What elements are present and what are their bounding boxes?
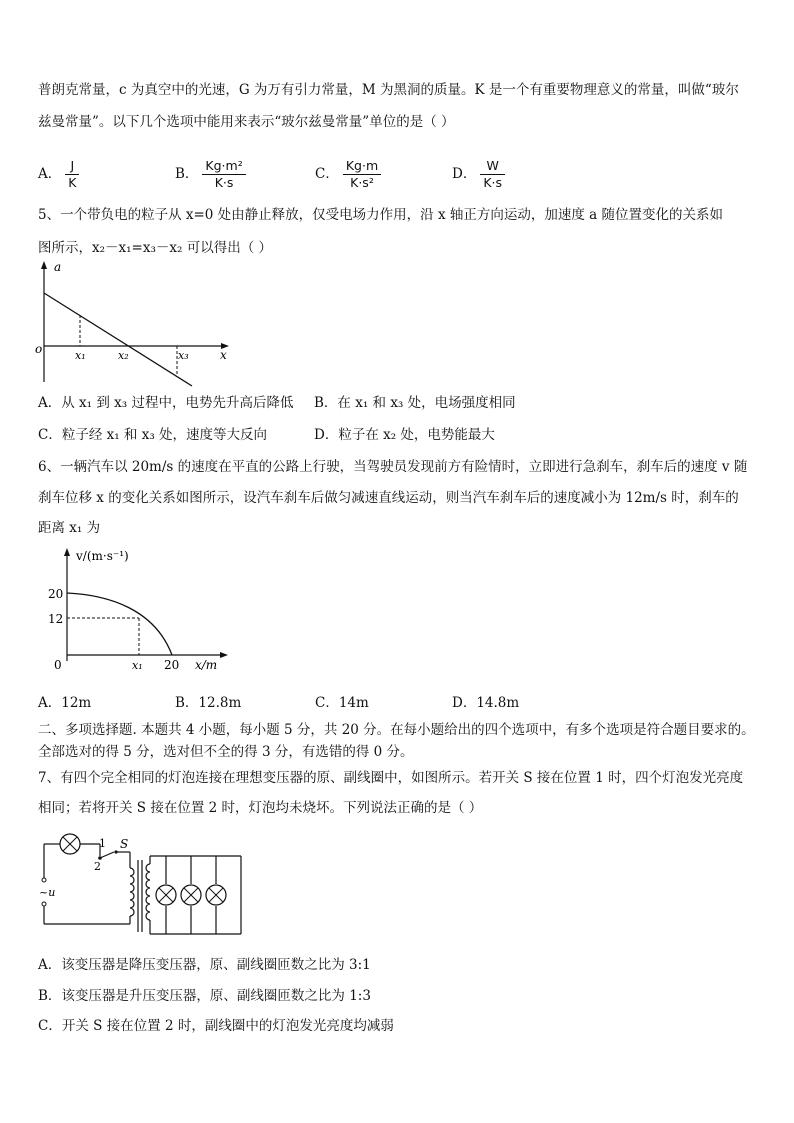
q5-text-line2: 图所示，x₂－x₁=x₃－x₂ 可以得出（ ） xyxy=(38,240,272,256)
q7-text-line2: 相同；若将开关 S 接在位置 2 时，灯泡均未烧坏。下列说法正确的是（ ） xyxy=(38,800,483,816)
q4-option-d[interactable]: D． $\frac{W}{K\cdot s}$ xyxy=(452,158,509,191)
q5-option-a[interactable]: A．从 x₁ 到 x₃ 过程中，电势先升高后降低 xyxy=(38,395,294,411)
q4-option-b[interactable]: B． $\frac{\text{Kg·m²}}{K\cdot s}$ xyxy=(175,158,250,191)
source-label: ~u xyxy=(39,886,56,899)
switch-pos1-label: 1 xyxy=(99,837,106,850)
q6-option-d[interactable]: D．14.8m xyxy=(452,695,520,711)
q5-option-c[interactable]: C．粒子经 x₁ 和 x₃ 处，速度等大反向 xyxy=(38,427,268,443)
q5-text-line1: 5、一个带负电的粒子从 x=0 处由静止释放，仅受电场力作用，沿 x 轴正方向运动，加速度 a 随位置变化的关系如 xyxy=(38,207,724,223)
graph-zero-label: 0 xyxy=(54,658,62,672)
q7-circuit-diagram xyxy=(36,828,246,943)
graph-x-axis-label: x xyxy=(220,348,227,362)
q6-v-x-graph xyxy=(40,545,240,675)
graph-x2-label: x₂ xyxy=(118,349,129,362)
q7-text-line1: 7、有四个完全相同的灯泡连接在理想变压器的原、副线圈中，如图所示。若开关 S 接在位置 1 时，四个灯泡发光亮度 xyxy=(38,770,744,786)
primary-coil-icon xyxy=(130,868,134,916)
switch-label: S xyxy=(120,837,129,851)
secondary-coil-icon xyxy=(146,864,150,920)
graph-x1-label: x₁ xyxy=(132,659,143,672)
q6-text-line2: 刹车位移 x 的变化关系如图所示，设汽车刹车后做匀减速直线运动，则当汽车刹车后的速度减小为 12m/s 时，刹车的 xyxy=(38,490,739,506)
q5-a-x-graph xyxy=(30,258,240,388)
graph-v-axis-label: v/(m·s⁻¹) xyxy=(76,549,129,563)
graph-a-axis-label: a xyxy=(54,260,62,274)
graph-v12-label: 12 xyxy=(48,612,64,626)
graph-x20-label: 20 xyxy=(164,658,180,672)
q7-option-c[interactable]: C．开关 S 接在位置 2 时，副线圈中的灯泡发光亮度均减弱 xyxy=(38,1018,394,1034)
q4-text-line1: 普朗克常量，c 为真空中的光速，G 为万有引力常量，M 为黑洞的质量。K 是一个有重要物理意义的常量，叫做“玻尔 xyxy=(38,82,739,98)
switch-icon xyxy=(100,852,114,858)
graph-x-axis-label: x/m xyxy=(195,658,218,672)
q4-option-c[interactable]: C． $\frac{Kg\cdot m}{\text{K·s²}}$ xyxy=(315,158,385,191)
q7-option-a[interactable]: A．该变压器是降压变压器，原、副线圈匝数之比为 3:1 xyxy=(38,957,371,973)
graph-x3-label: x₃ xyxy=(178,349,189,362)
q6-option-b[interactable]: B．12.8m xyxy=(175,695,242,711)
q6-text-line3: 距离 x₁ 为 xyxy=(38,520,101,536)
q7-option-b[interactable]: B．该变压器是升压变压器，原、副线圈匝数之比为 1:3 xyxy=(38,988,371,1004)
switch-pos2-label: 2 xyxy=(94,860,101,873)
section2-heading-line2: 全部选对的得 5 分，选对但不全的得 3 分，有选错的得 0 分。 xyxy=(38,744,414,760)
section2-heading-line1: 二、多项选择题. 本题共 4 小题，每小题 5 分，共 20 分。在每小题给出的四个选项中，有多个选项是符合题目要求的。 xyxy=(38,722,755,738)
q6-text-line1: 6、一辆汽车以 20m/s 的速度在平直的公路上行驶，当驾驶员发现前方有险情时，立即进行急刹车，刹车后的速度 v 随 xyxy=(38,459,748,475)
q4-text-line2: 兹曼常量”。以下几个选项中能用来表示“玻尔兹曼常量”单位的是（ ） xyxy=(38,114,455,130)
graph-v20-label: 20 xyxy=(48,587,64,601)
q5-option-d[interactable]: D．粒子在 x₂ 处，电势能最大 xyxy=(314,427,495,443)
graph-x1-label: x₁ xyxy=(75,349,86,362)
graph-origin-label: o xyxy=(35,342,43,356)
q5-option-b[interactable]: B．在 x₁ 和 x₃ 处，电场强度相同 xyxy=(314,395,516,411)
q6-option-c[interactable]: C．14m xyxy=(315,695,369,711)
q6-option-a[interactable]: A．12m xyxy=(38,695,92,711)
q4-option-a[interactable]: A． $\frac{J}{K}$ xyxy=(38,158,83,191)
